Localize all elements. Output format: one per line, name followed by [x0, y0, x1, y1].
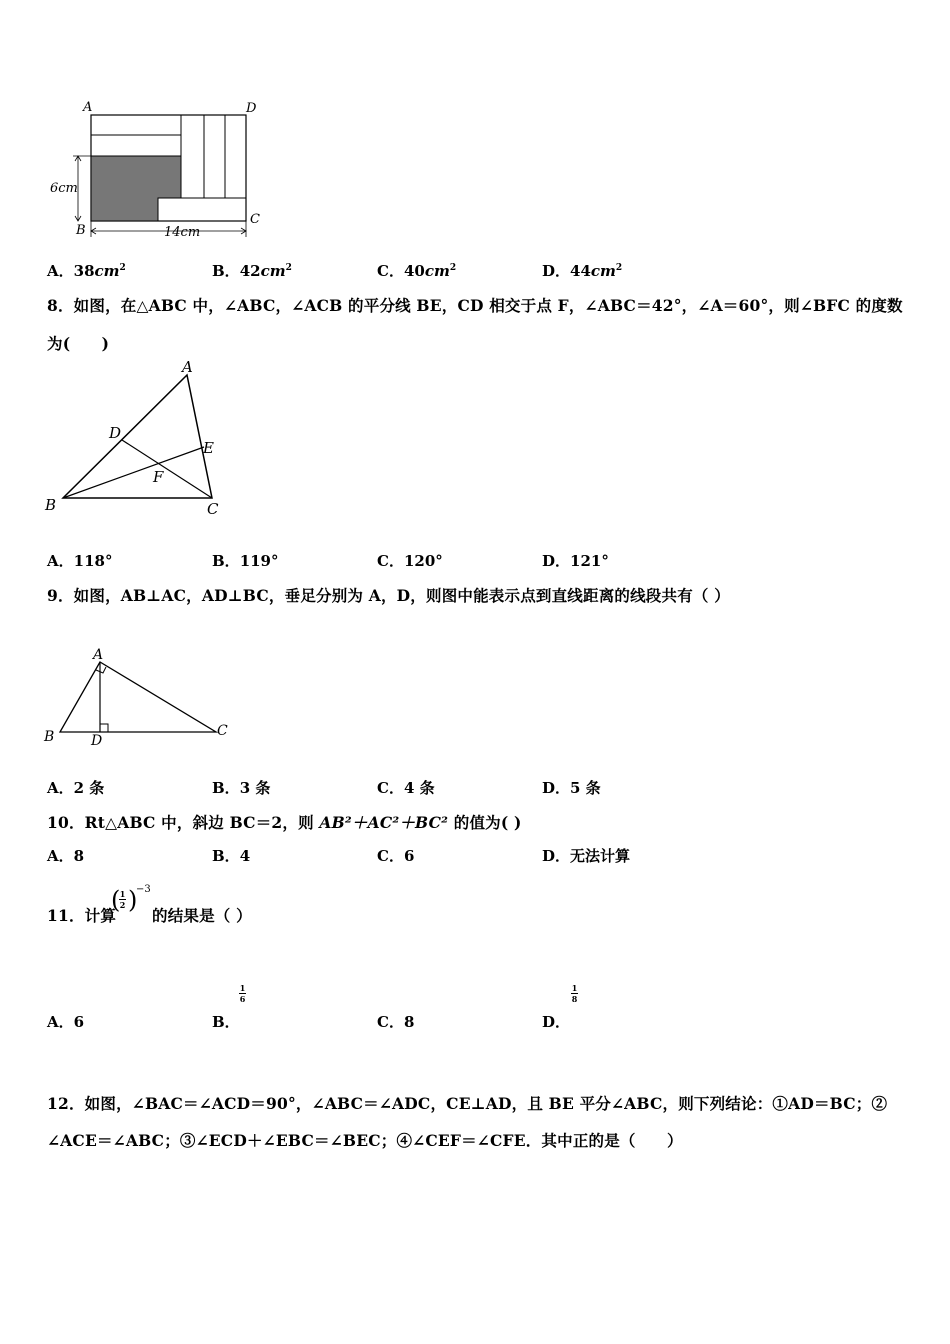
q10-suffix: 的值为( ) — [448, 813, 522, 832]
q10-option-c: C．6 — [377, 847, 415, 865]
q11-suffix: 的结果是（ ） — [152, 906, 252, 925]
q7-option-d: D．$44cm^2$ — [542, 262, 623, 280]
q9-right-angle-a — [96, 667, 106, 673]
q8-segment-be — [63, 447, 204, 498]
q8-option-d: D．121° — [542, 552, 609, 570]
q10-prefix: 10．Rt△ABC 中，斜边 BC＝2，则 — [47, 813, 320, 832]
q9-label-b: B — [44, 729, 55, 745]
q8-text-line2: 为( ) — [47, 334, 110, 353]
q11-base-fraction: 1 2 — [119, 889, 126, 910]
q9-triangle — [60, 662, 216, 732]
q11-option-b-fraction: 1 6 — [239, 983, 246, 1004]
q11-prefix: 11．计算 — [47, 906, 117, 925]
q8-option-b: B．119° — [212, 552, 279, 570]
q11-exponent: −3 — [136, 884, 151, 895]
q8-triangle — [63, 375, 212, 498]
q8-label-a: A — [182, 360, 193, 376]
q10-option-b: B．4 — [212, 847, 251, 865]
q8-text-line1: 8．如图，在△ABC 中，∠ABC，∠ACB 的平分线 BE，CD 相交于点 F，∠ABC＝42°，∠A＝60°，则∠BFC 的度数 — [47, 296, 903, 315]
q9-option-c: C．4 条 — [377, 779, 435, 797]
q7-shaded-region — [91, 156, 181, 221]
q9-label-c: C — [217, 723, 228, 739]
q9-figure — [40, 640, 240, 750]
q8-option-c: C．120° — [377, 552, 443, 570]
q8-label-e: E — [203, 439, 214, 457]
q8-label-c: C — [207, 500, 219, 518]
q7-width-label: 14cm — [164, 225, 201, 240]
q8-label-d: D — [109, 424, 122, 442]
q12-text-line1: 12．如图，∠BAC＝∠ACD＝90°，∠ABC＝∠ADC，CE⊥AD，且 BE 平分∠ABC，则下列结论：①AD＝BC；② — [47, 1094, 888, 1113]
q7-label-b: B — [76, 223, 86, 238]
q11-option-a: A．6 — [47, 1013, 85, 1031]
q10-expression: AB²＋AC²＋BC² — [319, 813, 449, 832]
q9-right-angle-d — [100, 724, 108, 732]
q11-left-paren: ( — [111, 886, 121, 914]
q7-option-a: A．$38cm^2$ — [47, 262, 126, 280]
q7-label-d: D — [246, 101, 257, 116]
q9-label-a: A — [93, 647, 104, 663]
q10-option-a: A．8 — [47, 847, 85, 865]
q9-option-d: D．5 条 — [542, 779, 601, 797]
q11-option-d-fraction: 1 8 — [571, 983, 578, 1004]
q11-option-b: B． — [212, 1013, 240, 1031]
q9-text: 9．如图，AB⊥AC，AD⊥BC，垂足分别为 A，D，则图中能表示点到直线距离的线段共有（ ） — [47, 586, 730, 605]
q8-option-a: A．118° — [47, 552, 113, 570]
q7-option-c: C．$40cm^2$ — [377, 262, 457, 280]
q11-right-paren: ) — [128, 886, 138, 914]
q7-height-label: 6cm — [50, 181, 78, 196]
q9-option-a: A．2 条 — [47, 779, 105, 797]
q8-label-f: F — [153, 468, 164, 486]
q8-figure — [40, 360, 240, 525]
q11-power-expression — [111, 884, 151, 918]
q10-option-d: D．无法计算 — [542, 847, 631, 865]
q7-label-c: C — [250, 212, 260, 227]
q7-figure — [40, 95, 280, 245]
q12-text-line2: ∠ACE＝∠ABC；③∠ECD＋∠EBC＝∠BEC；④∠CEF＝∠CFE．其中正的是（ ） — [47, 1131, 683, 1150]
q8-label-b: B — [45, 496, 57, 514]
q7-label-a: A — [83, 100, 93, 115]
q11-option-c: C．8 — [377, 1013, 415, 1031]
q10-text — [47, 811, 522, 833]
q7-option-b: B．$42cm^2$ — [212, 262, 292, 280]
q9-label-d: D — [91, 733, 103, 749]
q9-option-b: B．3 条 — [212, 779, 271, 797]
q11-option-d: D． — [542, 1013, 571, 1031]
